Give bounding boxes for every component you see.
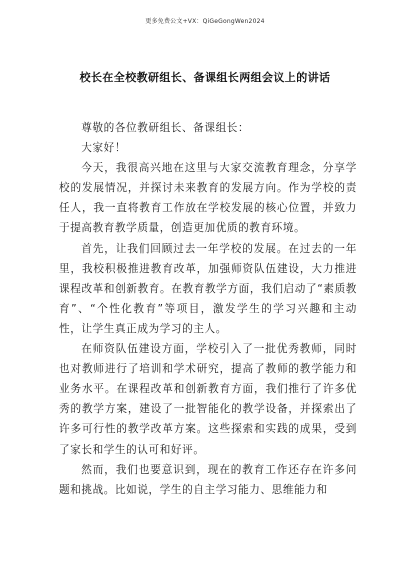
document-body: [59, 118, 357, 500]
paragraph-review: 首先，让我们回顾过去一年学校的发展。在过去的一年里，我校积极推进教育改革，加强师资队伍建设，大力推进课程改革和创新教育。在教育教学方面，我们启动了“素质教育”、“个性化教育”等项目，激发学生的学习兴趣和主动性，让学生真正成为学习的主人。: [59, 242, 357, 335]
header-watermark: 更多免费公文+VX：QiGeGongWen2024: [145, 18, 265, 25]
paragraph-intro: 今天，我很高兴地在这里与大家交流教育理念，分享学校的发展情况，并探讨未来教育的发展方向。作为学校的责任人，我一直将教育工作放在学校发展的核心位置，并致力于提高教育教学质量，创造更加优质的教育环境。: [59, 162, 357, 235]
paragraph-challenges: 然而，我们也要意识到，现在的教育工作还存在许多问题和挑战。比如说，学生的自主学习能力、思维能力和: [59, 463, 357, 496]
document-title: 校长在全校教研组长、备课组长两组会议上的讲话: [79, 71, 331, 84]
salutation: 尊敬的各位教研组长、备课组长：: [81, 122, 250, 134]
greeting: 大家好！: [81, 142, 127, 155]
paragraph-teachers: 在师资队伍建设方面，学校引入了一批优秀教师，同时也对教师进行了培训和学术研究，提高了教师的教学能力和业务水平。在课程改革和创新教育方面，我们推行了许多优秀的教学方案，建设了一批智能化的教学设备，并探索出了许多可行性的教学改革方案。这些探索和实践的成果，受到了家长和学生的认可和好评。: [59, 343, 357, 456]
